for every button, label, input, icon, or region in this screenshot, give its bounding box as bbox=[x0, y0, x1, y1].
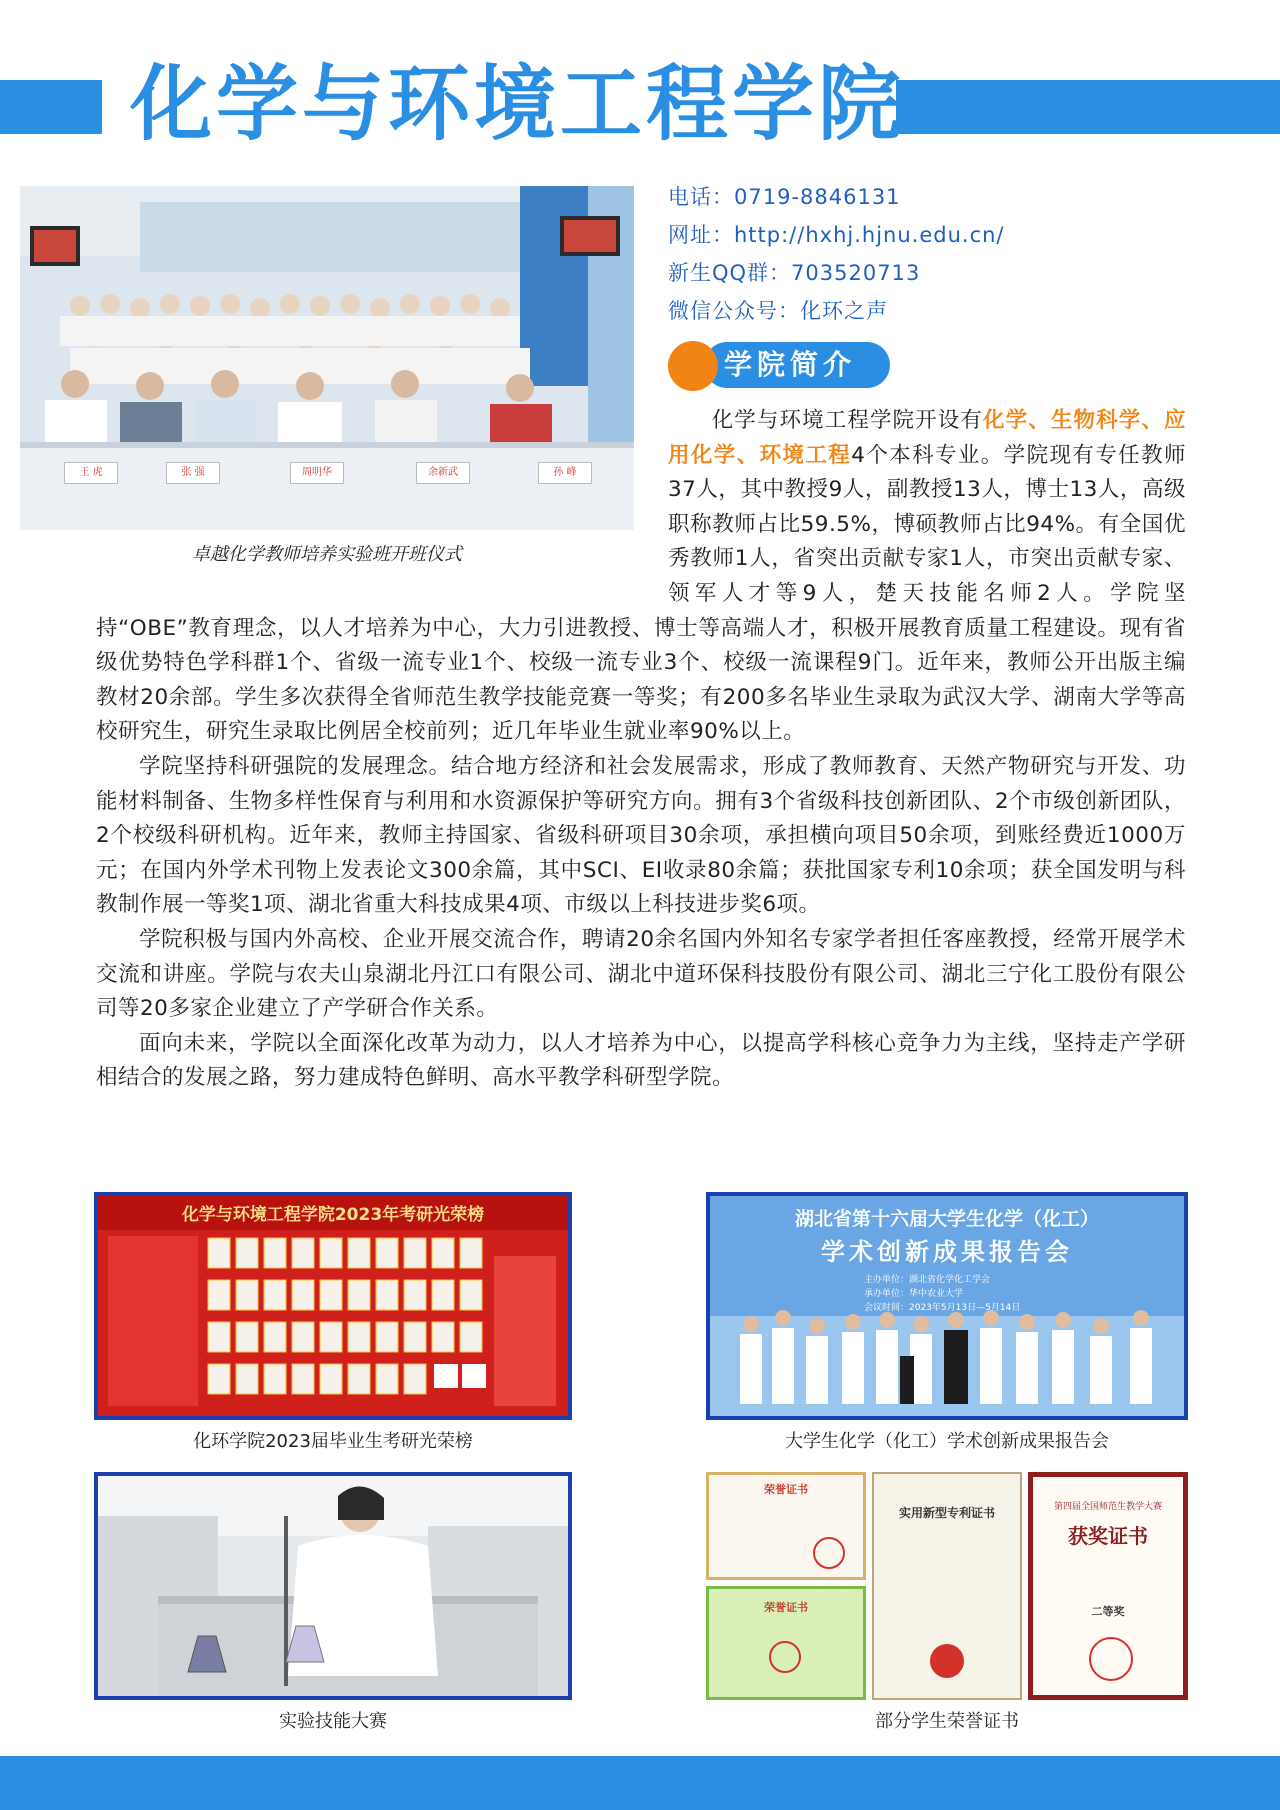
wechat-line: 微信公众号：化环之声 bbox=[668, 299, 888, 323]
page-title: 化学与环境工程学院 bbox=[130, 57, 905, 152]
certificate-4-title: 获奖证书 bbox=[1068, 1524, 1148, 1548]
website-link[interactable]: 网址：http://hxhj.hjnu.edu.cn/ bbox=[668, 223, 1005, 247]
intro-p1-start: 化学与环境工程学院开设有 bbox=[711, 408, 984, 433]
certificate-2-title: 荣誉证书 bbox=[764, 1601, 808, 1614]
lab-competition-photo bbox=[94, 1472, 572, 1700]
certificate-4-header: 第四届全国师范生教学大赛 bbox=[1053, 1502, 1162, 1512]
conference-line1: 湖北省第十六届大学生化学（化工） bbox=[794, 1208, 1099, 1230]
title-bar-right bbox=[896, 80, 1280, 134]
certificate-3-emblem bbox=[930, 1644, 964, 1678]
qq-group-line: 新生QQ群：703520713 bbox=[668, 261, 921, 285]
certificate-4-award: 二等奖 bbox=[1091, 1605, 1125, 1618]
section-heading-dot bbox=[668, 341, 718, 391]
conference-info3: 会议时间：2023年5月13日—5月14日 bbox=[864, 1303, 1021, 1313]
contact-info bbox=[668, 178, 1268, 330]
section-heading bbox=[668, 338, 892, 392]
certificate-1-title: 荣誉证书 bbox=[764, 1483, 808, 1496]
phone-line: 电话：0719-8846131 bbox=[668, 185, 901, 209]
certificate-2-seal bbox=[769, 1641, 801, 1673]
conference-caption: 大学生化学（化工）学术创新成果报告会 bbox=[785, 1431, 1109, 1452]
honor-roll-photo bbox=[94, 1192, 572, 1420]
majors-highlight: 化学、生物科学、应用化学、环境工程 bbox=[668, 408, 1186, 468]
conference-line2: 学术创新成果报告会 bbox=[821, 1238, 1073, 1266]
intro-paragraph-4: 面向未来，学院以全面深化改革为动力，以人才培养为中心，以提高学科核心竞争力为主线，坚持走产学研相结合的发展之路，努力建成特色鲜明、高水平教学科研型学院。 bbox=[96, 1030, 1186, 1091]
intro-paragraph-2: 学院坚持科研强院的发展理念。结合地方经济和社会发展需求，形成了教师教育、天然产物研究与开发、功能材料制备、生物多样性保育与利用和水资源保护等研究方向。拥有3个省级科技创新团队、2个市级创新团队，2个校级科研机构。近年来，教师主持国家、省级科研项目30余项，承担横向项目50余项，到账经费近1000万元；在国内外学术刊物上发表论文300余篇，其中SCI、EI收录80余篇；获批国家专利10余项；获全国发明与科教制作展一等奖1项、湖北省重大科技成果4项、市级以上科技进步奖6项。 bbox=[96, 753, 1186, 918]
name-card: 周明华 bbox=[290, 462, 344, 484]
footer-bar bbox=[0, 1756, 1280, 1810]
conference-info2: 承办单位：华中农业大学 bbox=[864, 1289, 964, 1299]
honor-roll-caption: 化环学院2023届毕业生考研光荣榜 bbox=[193, 1431, 473, 1452]
name-card: 孙 峰 bbox=[538, 462, 592, 484]
name-card: 余新武 bbox=[416, 462, 470, 484]
certificates-caption: 部分学生荣誉证书 bbox=[875, 1711, 1019, 1732]
certificate-3 bbox=[872, 1472, 1022, 1700]
certificate-2 bbox=[706, 1586, 866, 1700]
certificate-4 bbox=[1028, 1472, 1188, 1700]
title-bar-left bbox=[0, 80, 102, 134]
honor-roll-illustration bbox=[98, 1196, 568, 1416]
certificate-1-seal bbox=[813, 1537, 845, 1569]
certificate-3-title: 实用新型专利证书 bbox=[898, 1506, 995, 1520]
intro-p1-rest: 4个本科专业。学院现有专任教师37人，其中教授9人，副教授13人，博士13人，高级职称教师占比59.5%，博硕教师占比94%。有全国优秀教师1人，省突出贡献专家1人，市突出贡献专家、领军人才等9人，楚天技能名师2人。学院坚持“OBE”教育理念，以人才培养为中心，大力引进教授、博士等高端人才，积极开展教育质量工程建设。现有省级优势特色学科群1个、省级一流专业1个、校级一流专业3个、校级一流课程9门。近年来，教师公开出版主编教材20余部。学生多次获得全省师范生教学技能竞赛一等奖；有200多名毕业生录取为武汉大学、湖南大学等高校研究生，研究生录取比例居全校前列；近几年毕业生就业率90%以上。 bbox=[96, 442, 1186, 745]
conference-info1: 主办单位：湖北省化学化工学会 bbox=[864, 1275, 991, 1285]
name-card: 王 虎 bbox=[64, 462, 118, 484]
certificate-1 bbox=[706, 1472, 866, 1580]
lab-competition-caption: 实验技能大赛 bbox=[279, 1711, 387, 1732]
lab-illustration bbox=[98, 1476, 568, 1696]
certificates-photo bbox=[706, 1472, 1188, 1700]
conference-photo bbox=[706, 1192, 1188, 1420]
ceremony-caption: 卓越化学教师培养实验班开班仪式 bbox=[192, 544, 462, 565]
college-intro bbox=[96, 404, 1186, 1096]
honor-roll-banner-title: 化学与环境工程学院2023年考研光荣榜 bbox=[181, 1205, 485, 1225]
name-card: 张 强 bbox=[166, 462, 220, 484]
certificate-4-seal bbox=[1089, 1637, 1133, 1681]
intro-paragraph-3: 学院积极与国内外高校、企业开展交流合作，聘请20余名国内外知名专家学者担任客座教授，经常开展学术交流和讲座。学院与农夫山泉湖北丹江口有限公司、湖北中道环保科技股份有限公司、湖北三宁化工股份有限公司等20多家企业建立了产学研合作关系。 bbox=[96, 926, 1186, 1022]
section-heading-label: 学院简介 bbox=[724, 348, 857, 381]
